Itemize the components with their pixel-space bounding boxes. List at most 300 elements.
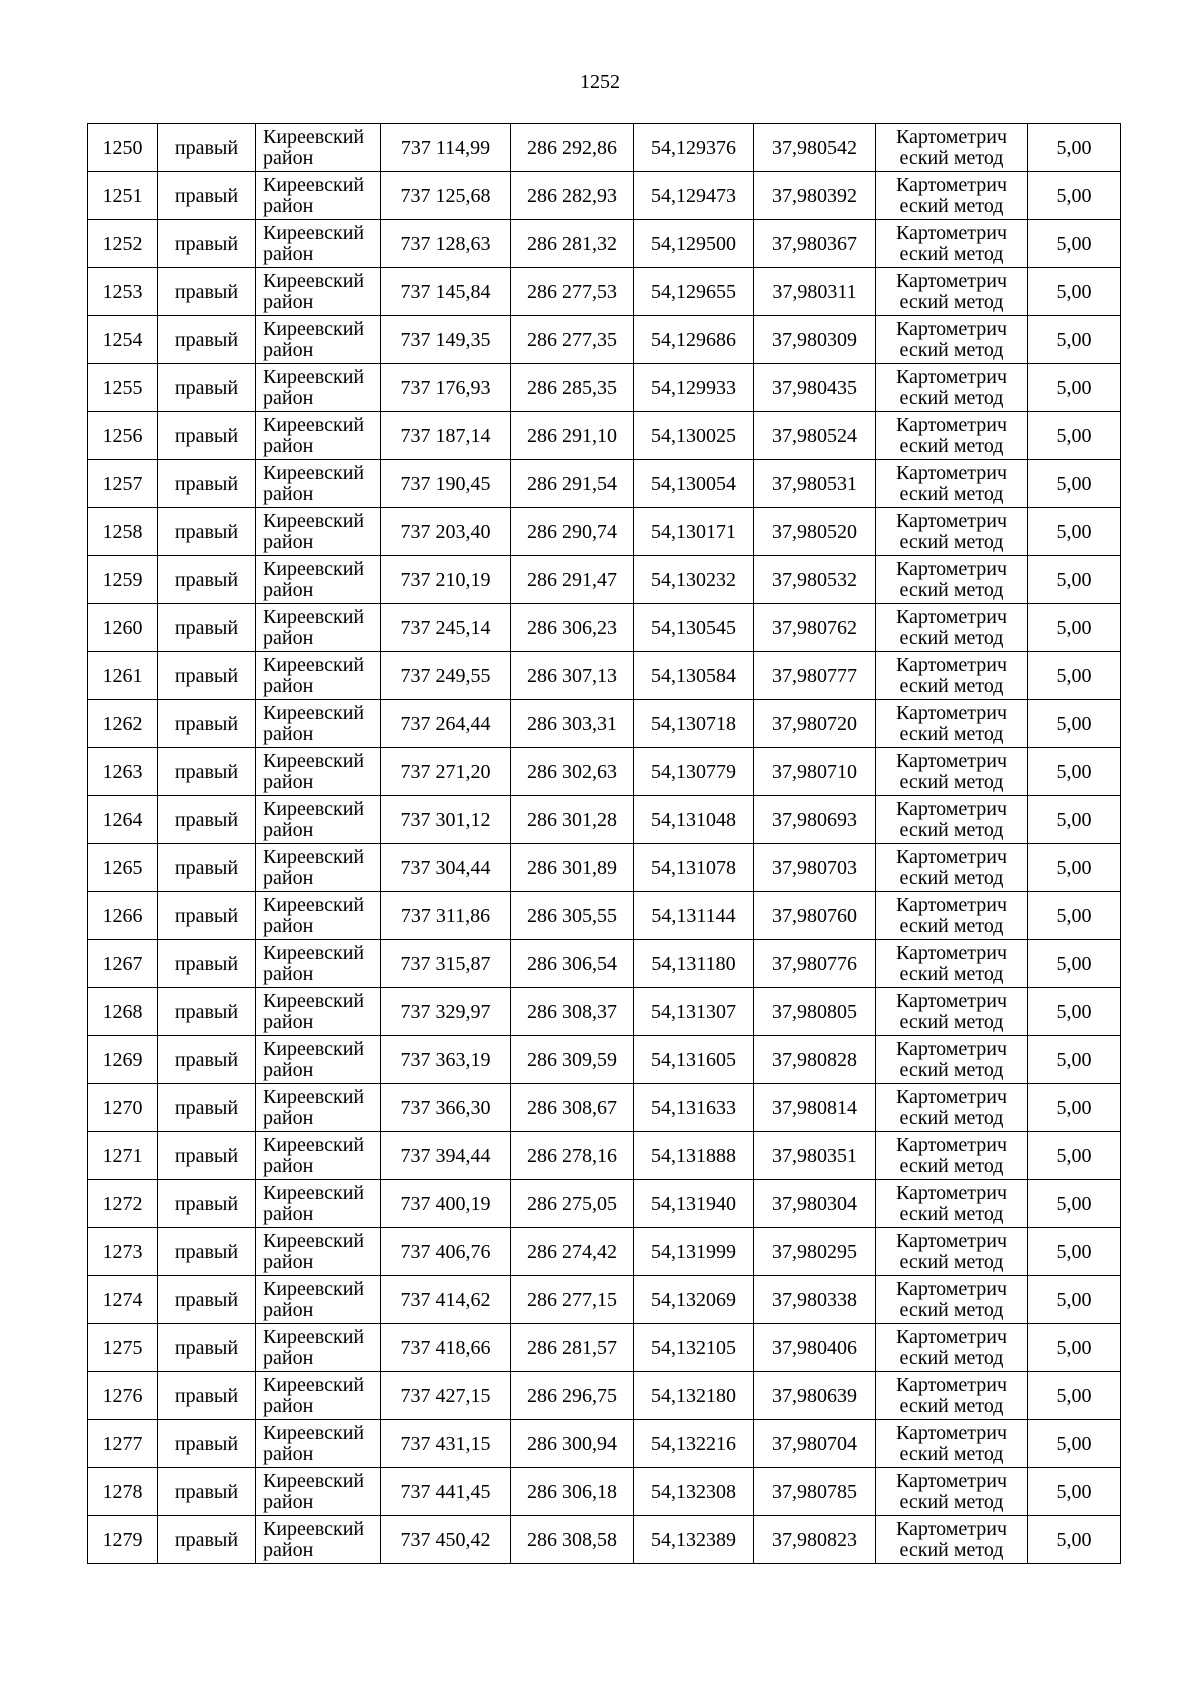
cell-district	[256, 1516, 381, 1564]
cell-district-line: район	[263, 722, 314, 745]
cell-point-number: 1277	[88, 1420, 158, 1468]
cell-district-line: район	[263, 1106, 314, 1129]
cell-longitude: 37,980532	[754, 556, 876, 604]
cell-latitude: 54,129376	[634, 124, 754, 172]
cell-longitude: 37,980760	[754, 892, 876, 940]
cell-method	[876, 844, 1028, 892]
cell-latitude: 54,131180	[634, 940, 754, 988]
cell-method	[876, 1420, 1028, 1468]
cell-method-line: еский метод	[899, 434, 1004, 457]
cell-district	[256, 460, 381, 508]
cell-accuracy: 5,00	[1028, 460, 1121, 508]
cell-longitude: 37,980304	[754, 1180, 876, 1228]
cell-accuracy: 5,00	[1028, 268, 1121, 316]
cell-method-line: еский метод	[899, 1490, 1004, 1513]
cell-coord-y: 286 306,23	[511, 604, 634, 652]
cell-coord-y: 286 290,74	[511, 508, 634, 556]
cell-latitude: 54,131999	[634, 1228, 754, 1276]
cell-method	[876, 316, 1028, 364]
cell-district-line: Киреевский	[263, 461, 365, 484]
cell-district	[256, 1324, 381, 1372]
cell-latitude: 54,131307	[634, 988, 754, 1036]
cell-accuracy: 5,00	[1028, 1276, 1121, 1324]
cell-method	[876, 1324, 1028, 1372]
cell-bank-side: правый	[158, 604, 256, 652]
cell-method	[876, 220, 1028, 268]
cell-latitude: 54,130025	[634, 412, 754, 460]
cell-district-line: район	[263, 1538, 314, 1561]
cell-district	[256, 124, 381, 172]
cell-district-line: район	[263, 1346, 314, 1369]
cell-accuracy: 5,00	[1028, 364, 1121, 412]
cell-longitude: 37,980311	[754, 268, 876, 316]
cell-bank-side: правый	[158, 892, 256, 940]
cell-accuracy: 5,00	[1028, 1372, 1121, 1420]
cell-method-line: еский метод	[899, 482, 1004, 505]
cell-bank-side: правый	[158, 700, 256, 748]
cell-method-line: Картометрич	[895, 1421, 1008, 1444]
cell-coord-x: 737 450,42	[381, 1516, 511, 1564]
table-row	[88, 364, 1121, 412]
cell-coord-x: 737 329,97	[381, 988, 511, 1036]
cell-coord-y: 286 296,75	[511, 1372, 634, 1420]
cell-accuracy: 5,00	[1028, 1132, 1121, 1180]
cell-accuracy: 5,00	[1028, 1420, 1121, 1468]
cell-district-line: район	[263, 386, 314, 409]
cell-coord-x: 737 363,19	[381, 1036, 511, 1084]
cell-accuracy: 5,00	[1028, 556, 1121, 604]
cell-point-number: 1271	[88, 1132, 158, 1180]
cell-method-line: Картометрич	[895, 653, 1008, 676]
cell-latitude: 54,130054	[634, 460, 754, 508]
table-row	[88, 172, 1121, 220]
cell-coord-y: 286 309,59	[511, 1036, 634, 1084]
cell-method-line: еский метод	[899, 818, 1004, 841]
cell-method-line: еский метод	[899, 242, 1004, 265]
cell-bank-side: правый	[158, 220, 256, 268]
cell-coord-x: 737 394,44	[381, 1132, 511, 1180]
cell-district-line: Киреевский	[263, 1229, 365, 1252]
cell-longitude: 37,980823	[754, 1516, 876, 1564]
cell-method-line: еский метод	[899, 194, 1004, 217]
cell-coord-x: 737 149,35	[381, 316, 511, 364]
table-row	[88, 1180, 1121, 1228]
cell-district	[256, 412, 381, 460]
cell-coord-x: 737 431,15	[381, 1420, 511, 1468]
cell-method-line: Картометрич	[895, 269, 1008, 292]
cell-coord-x: 737 301,12	[381, 796, 511, 844]
cell-method-line: Картометрич	[895, 509, 1008, 532]
cell-method	[876, 1468, 1028, 1516]
cell-longitude: 37,980392	[754, 172, 876, 220]
cell-method	[876, 1132, 1028, 1180]
cell-bank-side: правый	[158, 1372, 256, 1420]
cell-coord-x: 737 441,45	[381, 1468, 511, 1516]
table-row	[88, 316, 1121, 364]
cell-latitude: 54,131940	[634, 1180, 754, 1228]
cell-district-line: Киреевский	[263, 509, 365, 532]
cell-district-line: Киреевский	[263, 173, 365, 196]
cell-point-number: 1252	[88, 220, 158, 268]
cell-accuracy: 5,00	[1028, 412, 1121, 460]
cell-district-line: район	[263, 962, 314, 985]
cell-coord-x: 737 128,63	[381, 220, 511, 268]
cell-coord-y: 286 291,54	[511, 460, 634, 508]
cell-method	[876, 124, 1028, 172]
cell-latitude: 54,129473	[634, 172, 754, 220]
cell-coord-y: 286 301,28	[511, 796, 634, 844]
table-row	[88, 124, 1121, 172]
cell-latitude: 54,129500	[634, 220, 754, 268]
cell-district-line: Киреевский	[263, 125, 365, 148]
cell-coord-x: 737 190,45	[381, 460, 511, 508]
cell-district	[256, 1228, 381, 1276]
cell-method-line: Картометрич	[895, 461, 1008, 484]
cell-method-line: еский метод	[899, 578, 1004, 601]
cell-coord-x: 737 400,19	[381, 1180, 511, 1228]
cell-coord-y: 286 282,93	[511, 172, 634, 220]
cell-district-line: Киреевский	[263, 1085, 365, 1108]
cell-district	[256, 796, 381, 844]
cell-district-line: район	[263, 1010, 314, 1033]
cell-coord-x: 737 304,44	[381, 844, 511, 892]
cell-coord-x: 737 366,30	[381, 1084, 511, 1132]
cell-accuracy: 5,00	[1028, 124, 1121, 172]
cell-method	[876, 508, 1028, 556]
cell-district	[256, 220, 381, 268]
cell-point-number: 1262	[88, 700, 158, 748]
cell-latitude: 54,132180	[634, 1372, 754, 1420]
cell-coord-y: 286 305,55	[511, 892, 634, 940]
cell-bank-side: правый	[158, 796, 256, 844]
cell-coord-y: 286 285,35	[511, 364, 634, 412]
cell-bank-side: правый	[158, 652, 256, 700]
cell-latitude: 54,131633	[634, 1084, 754, 1132]
cell-coord-x: 737 245,14	[381, 604, 511, 652]
table-row	[88, 412, 1121, 460]
cell-coord-y: 286 277,53	[511, 268, 634, 316]
cell-coord-x: 737 315,87	[381, 940, 511, 988]
cell-district-line: Киреевский	[263, 845, 365, 868]
cell-latitude: 54,130779	[634, 748, 754, 796]
cell-longitude: 37,980776	[754, 940, 876, 988]
cell-method	[876, 892, 1028, 940]
cell-coord-y: 286 308,67	[511, 1084, 634, 1132]
cell-method-line: еский метод	[899, 386, 1004, 409]
cell-district-line: район	[263, 914, 314, 937]
cell-method-line: Картометрич	[895, 941, 1008, 964]
cell-coord-y: 286 307,13	[511, 652, 634, 700]
cell-bank-side: правый	[158, 508, 256, 556]
cell-accuracy: 5,00	[1028, 940, 1121, 988]
cell-longitude: 37,980828	[754, 1036, 876, 1084]
cell-method	[876, 1276, 1028, 1324]
cell-accuracy: 5,00	[1028, 220, 1121, 268]
table-row	[88, 1324, 1121, 1372]
cell-point-number: 1265	[88, 844, 158, 892]
cell-point-number: 1259	[88, 556, 158, 604]
cell-point-number: 1258	[88, 508, 158, 556]
cell-district	[256, 508, 381, 556]
cell-district-line: район	[263, 530, 314, 553]
cell-longitude: 37,980805	[754, 988, 876, 1036]
cell-method-line: Картометрич	[895, 749, 1008, 772]
cell-method-line: еский метод	[899, 1442, 1004, 1465]
cell-longitude: 37,980309	[754, 316, 876, 364]
cell-district-line: Киреевский	[263, 317, 365, 340]
table-row	[88, 604, 1121, 652]
cell-bank-side: правый	[158, 940, 256, 988]
cell-method	[876, 748, 1028, 796]
cell-method	[876, 1372, 1028, 1420]
cell-district-line: Киреевский	[263, 941, 365, 964]
cell-district-line: район	[263, 770, 314, 793]
cell-district-line: Киреевский	[263, 1373, 365, 1396]
cell-longitude: 37,980351	[754, 1132, 876, 1180]
cell-method-line: еский метод	[899, 338, 1004, 361]
cell-method-line: еский метод	[899, 1106, 1004, 1129]
cell-method-line: еский метод	[899, 530, 1004, 553]
cell-point-number: 1276	[88, 1372, 158, 1420]
cell-district	[256, 268, 381, 316]
cell-method-line: еский метод	[899, 722, 1004, 745]
cell-district	[256, 844, 381, 892]
cell-point-number: 1279	[88, 1516, 158, 1564]
cell-coord-x: 737 125,68	[381, 172, 511, 220]
cell-method	[876, 1036, 1028, 1084]
cell-bank-side: правый	[158, 412, 256, 460]
cell-method-line: еский метод	[899, 1538, 1004, 1561]
table-row	[88, 460, 1121, 508]
cell-district	[256, 1180, 381, 1228]
cell-method-line: Картометрич	[895, 173, 1008, 196]
cell-latitude: 54,130171	[634, 508, 754, 556]
cell-district-line: район	[263, 1154, 314, 1177]
cell-coord-x: 737 249,55	[381, 652, 511, 700]
cell-district	[256, 364, 381, 412]
cell-latitude: 54,130232	[634, 556, 754, 604]
cell-method	[876, 364, 1028, 412]
table-row	[88, 1228, 1121, 1276]
cell-method-line: Картометрич	[895, 1277, 1008, 1300]
cell-coord-x: 737 406,76	[381, 1228, 511, 1276]
cell-district-line: Киреевский	[263, 413, 365, 436]
cell-coord-x: 737 210,19	[381, 556, 511, 604]
cell-point-number: 1266	[88, 892, 158, 940]
cell-method-line: Картометрич	[895, 1037, 1008, 1060]
cell-longitude: 37,980524	[754, 412, 876, 460]
cell-point-number: 1269	[88, 1036, 158, 1084]
cell-accuracy: 5,00	[1028, 1324, 1121, 1372]
table-row	[88, 1084, 1121, 1132]
cell-point-number: 1255	[88, 364, 158, 412]
cell-point-number: 1251	[88, 172, 158, 220]
cell-accuracy: 5,00	[1028, 1036, 1121, 1084]
page-number: 1252	[580, 71, 620, 93]
cell-coord-x: 737 114,99	[381, 124, 511, 172]
table-row	[88, 892, 1121, 940]
cell-method	[876, 700, 1028, 748]
cell-method	[876, 988, 1028, 1036]
cell-district-line: Киреевский	[263, 1325, 365, 1348]
cell-bank-side: правый	[158, 124, 256, 172]
table-row	[88, 988, 1121, 1036]
cell-longitude: 37,980703	[754, 844, 876, 892]
cell-district-line: район	[263, 866, 314, 889]
cell-bank-side: правый	[158, 1084, 256, 1132]
cell-accuracy: 5,00	[1028, 844, 1121, 892]
cell-method-line: еский метод	[899, 626, 1004, 649]
cell-method-line: еский метод	[899, 1250, 1004, 1273]
cell-bank-side: правый	[158, 268, 256, 316]
table-body	[88, 124, 1121, 1564]
cell-district-line: район	[263, 482, 314, 505]
cell-coord-y: 286 278,16	[511, 1132, 634, 1180]
cell-district-line: район	[263, 1442, 314, 1465]
cell-point-number: 1274	[88, 1276, 158, 1324]
cell-bank-side: правый	[158, 364, 256, 412]
cell-bank-side: правый	[158, 1180, 256, 1228]
cell-district-line: район	[263, 434, 314, 457]
cell-district-line: район	[263, 1202, 314, 1225]
cell-district-line: район	[263, 242, 314, 265]
cell-point-number: 1278	[88, 1468, 158, 1516]
cell-method	[876, 604, 1028, 652]
cell-district	[256, 1372, 381, 1420]
cell-point-number: 1263	[88, 748, 158, 796]
cell-method-line: Картометрич	[895, 701, 1008, 724]
table-row	[88, 508, 1121, 556]
cell-method-line: Картометрич	[895, 221, 1008, 244]
cell-longitude: 37,980762	[754, 604, 876, 652]
cell-method-line: Картометрич	[895, 1229, 1008, 1252]
cell-accuracy: 5,00	[1028, 604, 1121, 652]
cell-coord-y: 286 277,35	[511, 316, 634, 364]
cell-district	[256, 940, 381, 988]
cell-district	[256, 1468, 381, 1516]
cell-district-line: Киреевский	[263, 797, 365, 820]
cell-district	[256, 988, 381, 1036]
cell-longitude: 37,980406	[754, 1324, 876, 1372]
cell-method-line: еский метод	[899, 962, 1004, 985]
cell-coord-y: 286 275,05	[511, 1180, 634, 1228]
cell-point-number: 1272	[88, 1180, 158, 1228]
cell-district	[256, 1132, 381, 1180]
cell-method	[876, 940, 1028, 988]
cell-district	[256, 1084, 381, 1132]
cell-district	[256, 604, 381, 652]
cell-district-line: Киреевский	[263, 557, 365, 580]
cell-point-number: 1275	[88, 1324, 158, 1372]
cell-method	[876, 652, 1028, 700]
cell-point-number: 1260	[88, 604, 158, 652]
cell-district-line: район	[263, 1394, 314, 1417]
cell-latitude: 54,132069	[634, 1276, 754, 1324]
cell-method-line: еский метод	[899, 1058, 1004, 1081]
cell-point-number: 1268	[88, 988, 158, 1036]
cell-longitude: 37,980295	[754, 1228, 876, 1276]
cell-coord-y: 286 308,58	[511, 1516, 634, 1564]
cell-coord-y: 286 301,89	[511, 844, 634, 892]
cell-latitude: 54,131888	[634, 1132, 754, 1180]
cell-method-line: еский метод	[899, 146, 1004, 169]
cell-bank-side: правый	[158, 1228, 256, 1276]
cell-coord-y: 286 274,42	[511, 1228, 634, 1276]
cell-district	[256, 748, 381, 796]
cell-longitude: 37,980704	[754, 1420, 876, 1468]
cell-accuracy: 5,00	[1028, 508, 1121, 556]
table-row	[88, 1276, 1121, 1324]
cell-method	[876, 556, 1028, 604]
cell-latitude: 54,130584	[634, 652, 754, 700]
cell-point-number: 1250	[88, 124, 158, 172]
cell-point-number: 1254	[88, 316, 158, 364]
cell-longitude: 37,980720	[754, 700, 876, 748]
cell-longitude: 37,980531	[754, 460, 876, 508]
cell-district-line: Киреевский	[263, 749, 365, 772]
cell-district-line: Киреевский	[263, 653, 365, 676]
cell-coord-x: 737 418,66	[381, 1324, 511, 1372]
cell-coord-x: 737 145,84	[381, 268, 511, 316]
cell-district-line: район	[263, 818, 314, 841]
cell-bank-side: правый	[158, 1324, 256, 1372]
cell-bank-side: правый	[158, 988, 256, 1036]
cell-district-line: район	[263, 338, 314, 361]
cell-bank-side: правый	[158, 172, 256, 220]
cell-method-line: еский метод	[899, 290, 1004, 313]
cell-method-line: Картометрич	[895, 1325, 1008, 1348]
cell-point-number: 1253	[88, 268, 158, 316]
cell-method	[876, 1084, 1028, 1132]
cell-district	[256, 1036, 381, 1084]
cell-district-line: Киреевский	[263, 365, 365, 388]
cell-latitude: 54,132216	[634, 1420, 754, 1468]
cell-coord-y: 286 277,15	[511, 1276, 634, 1324]
cell-district-line: район	[263, 1250, 314, 1273]
cell-point-number: 1267	[88, 940, 158, 988]
cell-district-line: Киреевский	[263, 1037, 365, 1060]
cell-bank-side: правый	[158, 1468, 256, 1516]
cell-district-line: Киреевский	[263, 1469, 365, 1492]
cell-longitude: 37,980338	[754, 1276, 876, 1324]
cell-bank-side: правый	[158, 316, 256, 364]
cell-bank-side: правый	[158, 844, 256, 892]
cell-method	[876, 460, 1028, 508]
cell-latitude: 54,130545	[634, 604, 754, 652]
cell-coord-y: 286 281,32	[511, 220, 634, 268]
cell-method	[876, 796, 1028, 844]
cell-coord-x: 737 271,20	[381, 748, 511, 796]
cell-method	[876, 1516, 1028, 1564]
table-row	[88, 1468, 1121, 1516]
cell-point-number: 1256	[88, 412, 158, 460]
cell-method-line: Картометрич	[895, 413, 1008, 436]
cell-latitude: 54,132308	[634, 1468, 754, 1516]
cell-latitude: 54,131605	[634, 1036, 754, 1084]
cell-method-line: Картометрич	[895, 1373, 1008, 1396]
cell-coord-x: 737 427,15	[381, 1372, 511, 1420]
cell-longitude: 37,980367	[754, 220, 876, 268]
cell-coord-y: 286 308,37	[511, 988, 634, 1036]
cell-district-line: Киреевский	[263, 893, 365, 916]
cell-district	[256, 892, 381, 940]
cell-district	[256, 1276, 381, 1324]
cell-accuracy: 5,00	[1028, 796, 1121, 844]
cell-latitude: 54,132389	[634, 1516, 754, 1564]
cell-method-line: еский метод	[899, 1010, 1004, 1033]
cell-method-line: еский метод	[899, 914, 1004, 937]
cell-method-line: еский метод	[899, 674, 1004, 697]
